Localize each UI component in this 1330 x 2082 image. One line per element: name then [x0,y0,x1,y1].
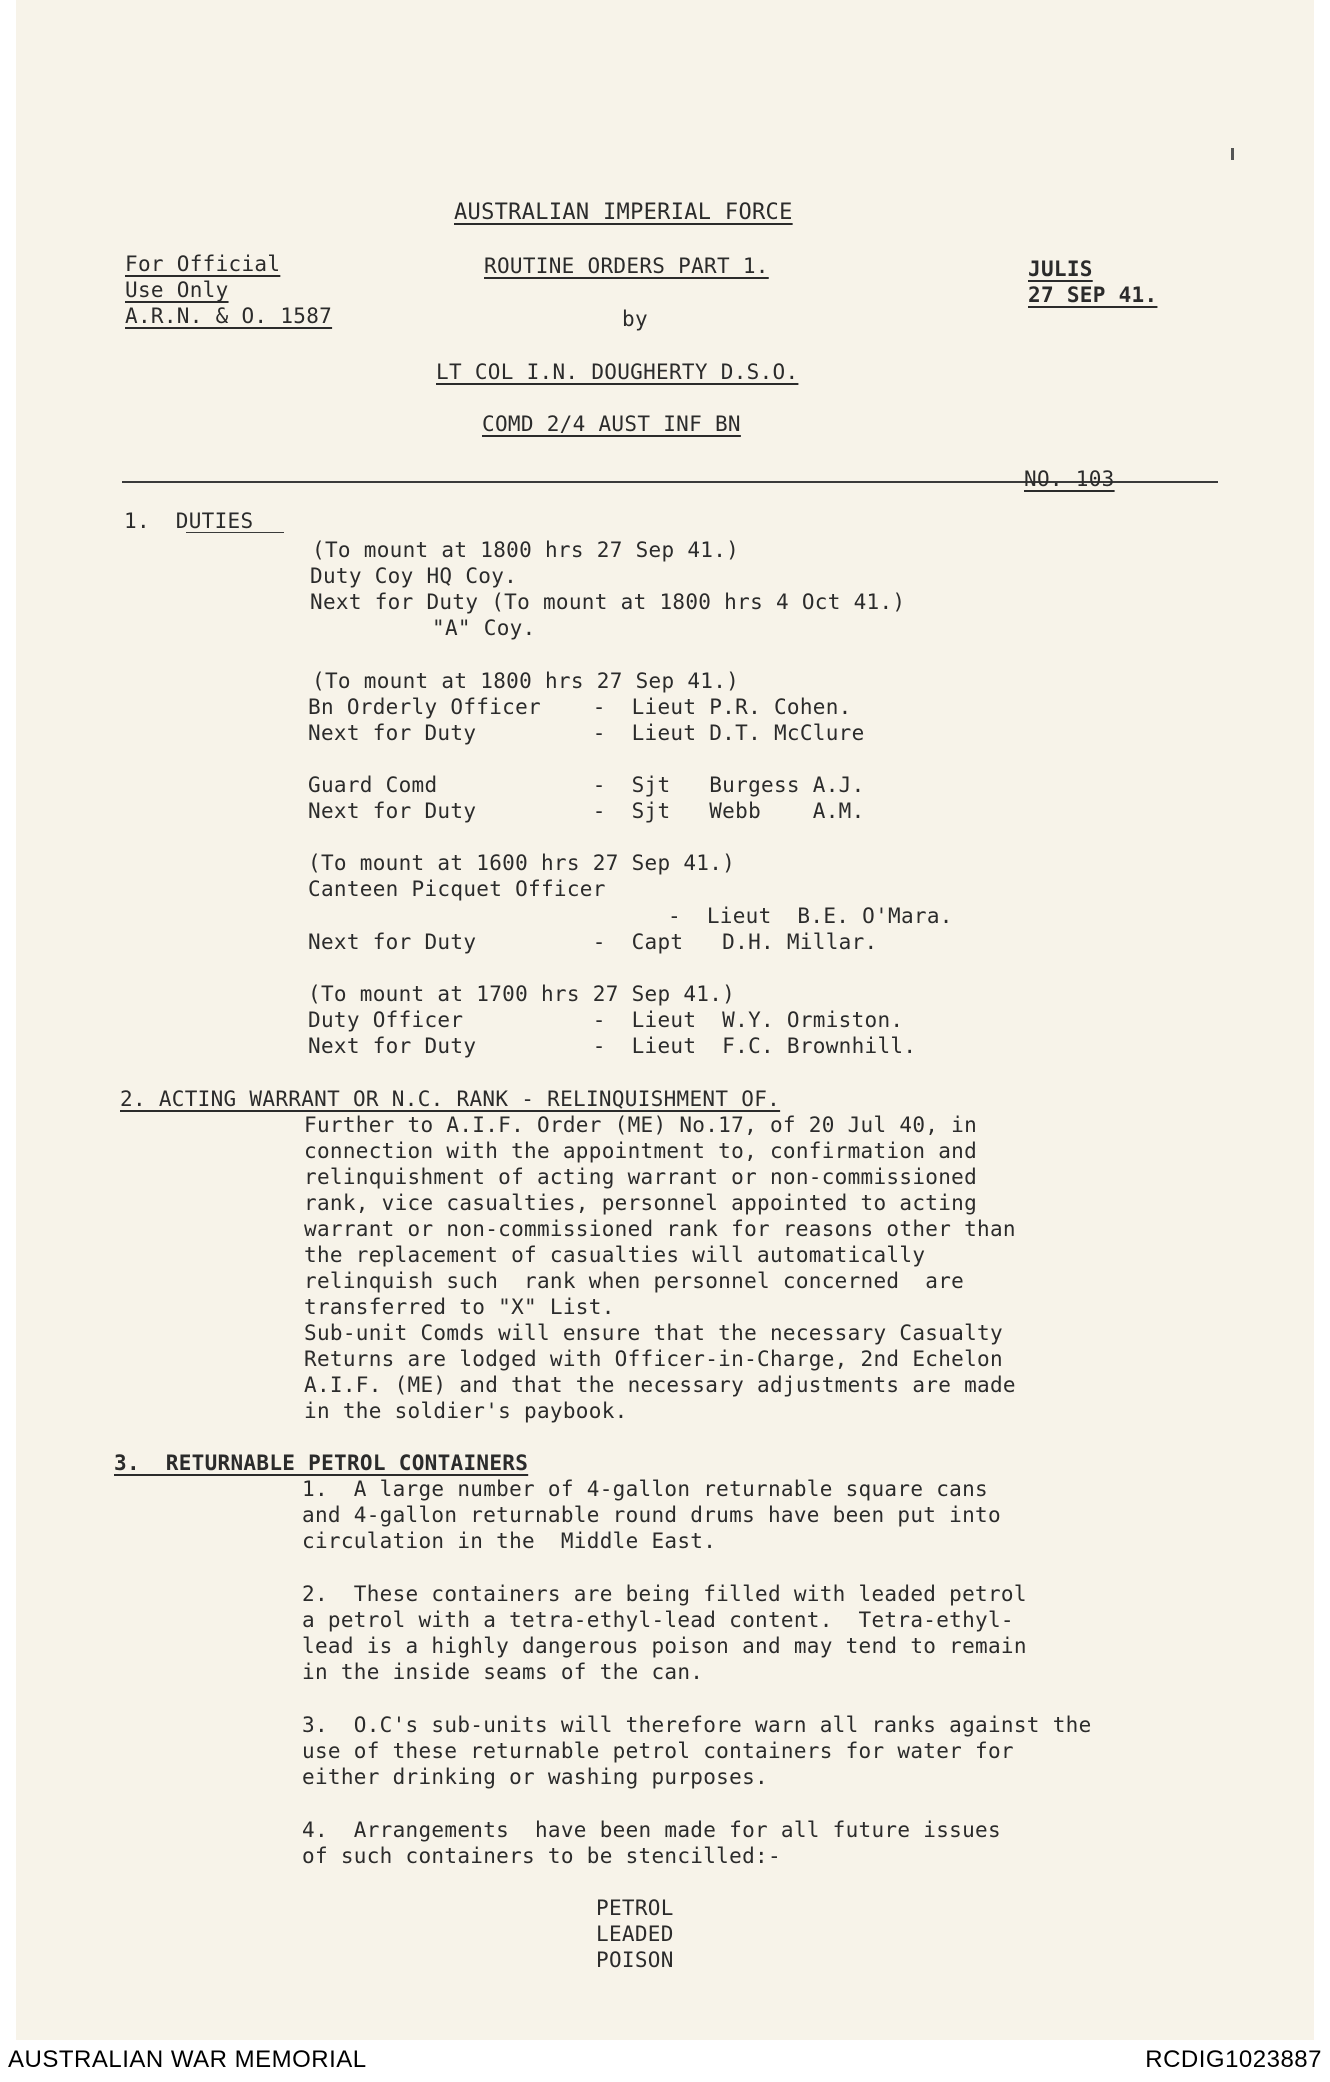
section-3-line: circulation in the Middle East. [302,1529,717,1553]
section-2-line: the replacement of casualties will automatically [304,1243,926,1267]
stencil-word: LEADED [596,1922,674,1946]
unit-line: COMD 2/4 AUST INF BN [482,412,741,436]
commander-line: LT COL I.N. DOUGHERTY D.S.O. [436,360,799,384]
order-number: NO. 103 [1024,467,1115,491]
duties-line: Guard Comd - Sjt Burgess A.J. [308,773,865,797]
by-line: by [622,307,648,331]
official-use-line-2: Use Only [125,278,229,302]
duties-line: (To mount at 1700 hrs 27 Sep 41.) [308,982,736,1006]
section-3-line: in the inside seams of the can. [302,1660,704,1684]
section-2-line: relinquishment of acting warrant or non-commissioned [304,1165,978,1189]
section-2-line: in the soldier's paybook. [304,1399,628,1423]
section-1-heading-underline [186,532,284,533]
section-3-line: 3. O.C's sub-units will therefore warn all ranks against the [302,1713,1092,1737]
duties-line: Canteen Picquet Officer [308,877,606,901]
section-2-line: rank, vice casualties, personnel appointed to acting [304,1191,978,1215]
section-2-line: Sub-unit Comds will ensure that the necessary Casualty [304,1321,1003,1345]
footer-id: RCDIG1023887 [1145,2046,1322,2073]
section-2-line: Further to A.I.F. Order (ME) No.17, of 20 Jul 40, in [304,1113,978,1137]
official-use-line-1: For Official [125,252,281,276]
document-title: AUSTRALIAN IMPERIAL FORCE [454,200,793,225]
section-2-line: relinquish such rank when personnel concerned are [304,1269,965,1293]
duties-line: (To mount at 1800 hrs 27 Sep 41.) [312,669,740,693]
section-3-line: 4. Arrangements have been made for all future issues [302,1818,1001,1842]
section-3-line: lead is a highly dangerous poison and may tend to remain [302,1634,1027,1658]
section-2-line: A.I.F. (ME) and that the necessary adjustments are made [304,1373,1016,1397]
duties-line: Duty Officer - Lieut W.Y. Ormiston. [308,1008,904,1032]
section-1-heading: 1. DUTIES [124,509,254,533]
duties-line: - Lieut B.E. O'Mara. [668,904,953,928]
section-3-line: and 4-gallon returnable round drums have been put into [302,1503,1001,1527]
section-3-line: 2. These containers are being filled with leaded petrol [302,1582,1027,1606]
section-2-heading: 2. ACTING WARRANT OR N.C. RANK - RELINQUISHMENT OF. [120,1087,781,1111]
section-2-line: transferred to "X" List. [304,1295,615,1319]
duties-line: "A" Coy. [432,616,536,640]
duties-line: Duty Coy HQ Coy. [310,564,518,588]
section-3-line: use of these returnable petrol containers for water for [302,1739,1014,1763]
document-page [16,0,1314,2040]
section-3-line: of such containers to be stencilled:- [302,1844,781,1868]
footer-source: AUSTRALIAN WAR MEMORIAL [8,2046,367,2073]
duties-line: Bn Orderly Officer - Lieut P.R. Cohen. [308,695,852,719]
section-3-line: 1. A large number of 4-gallon returnable square cans [302,1477,988,1501]
duties-line: (To mount at 1600 hrs 27 Sep 41.) [308,851,736,875]
duties-line: Next for Duty - Lieut F.C. Brownhill. [308,1034,917,1058]
section-2-line: warrant or non-commissioned rank for reasons other than [304,1217,1016,1241]
document-subtitle: ROUTINE ORDERS PART 1. [484,254,769,278]
duties-line: Next for Duty (To mount at 1800 hrs 4 Oct 41.) [310,590,906,614]
stencil-word: PETROL [596,1896,674,1920]
ink-mark [1231,148,1234,160]
section-3-heading: 3. RETURNABLE PETROL CONTAINERS [114,1451,529,1475]
section-2-line: connection with the appointment to, confirmation and [304,1139,978,1163]
section-2-line: Returns are lodged with Officer-in-Charge, 2nd Echelon [304,1347,1003,1371]
duties-line: Next for Duty - Lieut D.T. McClure [308,721,865,745]
official-use-line-3: A.R.N. & O. 1587 [125,304,333,328]
section-3-line: a petrol with a tetra-ethyl-lead content. Tetra-ethyl- [302,1608,1014,1632]
order-date: 27 SEP 41. [1028,283,1158,307]
place-label: JULIS [1028,257,1093,281]
duties-line: Next for Duty - Sjt Webb A.M. [308,799,865,823]
duties-line: Next for Duty - Capt D.H. Millar. [308,930,878,954]
duties-line: (To mount at 1800 hrs 27 Sep 41.) [312,538,740,562]
stencil-word: POISON [596,1948,674,1972]
section-3-line: either drinking or washing purposes. [302,1765,768,1789]
